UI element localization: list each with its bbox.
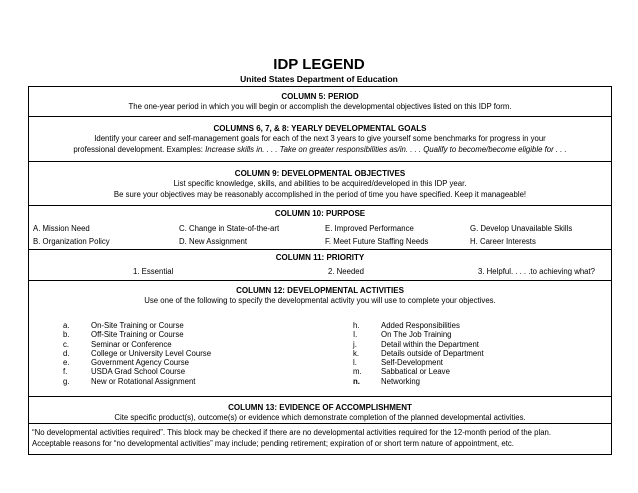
- section-column-9: [29, 162, 611, 206]
- list-item-letter: g.: [63, 376, 70, 386]
- list-item-text: On-Site Training or Course: [91, 321, 184, 330]
- list-item-text: Details outside of Department: [381, 348, 484, 358]
- list-item: [353, 358, 484, 367]
- purpose-item: F. Meet Future Staffing Needs: [325, 237, 429, 246]
- list-item-letter: d.: [63, 348, 70, 358]
- list-item-text: Self-Development: [381, 358, 443, 368]
- list-item-letter: l.: [353, 358, 357, 368]
- list-item-text: Seminar or Conference: [91, 339, 172, 349]
- column-13-text: Cite specific product(s), outcome(s) or evidence which demonstrate completion of the planned developmental activities.: [114, 413, 526, 422]
- list-item-letter: f.: [63, 367, 68, 377]
- section-column-12: [29, 281, 611, 397]
- list-item-text: Sabbatical or Leave: [381, 367, 450, 377]
- list-item-text: Detail within the Department: [381, 339, 479, 349]
- list-item: [63, 377, 211, 386]
- columns-6-7-8-heading: COLUMNS 6, 7, & 8: YEARLY DEVELOPMENTAL GOALS: [213, 124, 427, 133]
- list-item-letter: j.: [353, 339, 357, 349]
- page-title: IDP LEGEND: [273, 56, 365, 73]
- column-13-heading: COLUMN 13: EVIDENCE OF ACCOMPLISHMENT: [228, 403, 412, 412]
- column-9-heading: COLUMN 9: DEVELOPMENTAL OBJECTIVES: [234, 169, 406, 178]
- purpose-item: D. New Assignment: [179, 237, 248, 246]
- list-item-text: Government Agency Course: [91, 358, 189, 368]
- list-item-letter: e.: [63, 358, 70, 368]
- columns-6-7-8-line-2: [29, 145, 611, 156]
- columns-6-7-8-line-1: Identify your career and self-management goals for each of the next 3 years to give yourself some benchmarks for progress in your: [94, 134, 546, 143]
- priority-item: 1. Essential: [133, 267, 174, 276]
- purpose-item: C. Change in State-of-the-art: [179, 224, 280, 233]
- purpose-item: E. Improved Performance: [325, 224, 414, 233]
- column-5-heading: COLUMN 5: PERIOD: [281, 92, 359, 101]
- column-12-text: Use one of the following to specify the developmental activity you will use to complete your objectives.: [144, 296, 496, 305]
- list-item: [63, 367, 211, 376]
- purpose-item: B. Organization Policy: [33, 237, 110, 246]
- section-columns-6-7-8: [29, 117, 611, 162]
- list-item-letter: k.: [353, 348, 360, 358]
- list-item-text: On The Job Training: [381, 330, 452, 340]
- list-item-text: USDA Grad School Course: [91, 367, 186, 377]
- list-item: [63, 340, 211, 349]
- page-subtitle: United States Department of Education: [240, 74, 398, 84]
- section-column-10: [29, 206, 611, 250]
- list-item-text: Networking: [381, 376, 420, 386]
- priority-item: 3. Helpful. . . . .to achieving what?: [478, 267, 596, 276]
- column-12-heading: COLUMN 12: DEVELOPMENTAL ACTIVITIES: [236, 286, 404, 295]
- list-item: [353, 349, 484, 358]
- purpose-item: G. Develop Unavailable Skills: [470, 224, 573, 233]
- section-no-activities-note: [29, 424, 611, 455]
- note-line-1: “No developmental activities required”. This block may be checked if there are no developmental activities required for the 12-month period of the plan.: [32, 428, 552, 437]
- list-item-text: College or University Level Course: [91, 348, 212, 358]
- list-item: [353, 330, 484, 339]
- list-item-letter: c.: [63, 339, 70, 349]
- note-line-2: Acceptable reasons for “no developmental activities” may include; pending retirement; expiration of or short term nature of appointment, etc.: [32, 438, 514, 448]
- column-11-heading: COLUMN 11: PRIORITY: [275, 253, 365, 262]
- idp-legend-box: [28, 86, 612, 455]
- activities-list-left: [63, 321, 211, 386]
- column-9-line-2: Be sure your objectives may be reasonably accomplished in the period of time you have specified. Keep it manageable!: [113, 189, 527, 199]
- priority-item: 2. Needed: [328, 267, 364, 276]
- list-item: [63, 321, 211, 330]
- list-item-letter: b.: [63, 330, 70, 340]
- list-item: [353, 367, 484, 376]
- section-column-11: [29, 250, 611, 281]
- list-item-letter: h.: [353, 321, 360, 330]
- column-5-text: The one-year period in which you will begin or accomplish the developmental objectives listed on this IDP form.: [128, 102, 512, 111]
- list-item: [63, 349, 211, 358]
- section-column-13: [29, 397, 611, 424]
- list-item-text: Off-Site Training or Course: [91, 330, 184, 340]
- list-item: [63, 330, 211, 339]
- list-item: [353, 340, 484, 349]
- column-9-line-1: List specific knowledge, skills, and abilities to be acquired/developed in this IDP year.: [173, 179, 467, 188]
- list-item: [353, 377, 484, 386]
- list-item-letter: n.: [353, 376, 360, 386]
- list-item: [63, 358, 211, 367]
- columns-6-7-8-line-2-lead: professional development. Examples:: [73, 144, 206, 154]
- columns-6-7-8-examples: Increase skills in. . . . Take on greater responsibilities as/in. . . . Qualify to become/become eligible for . . .: [205, 144, 567, 154]
- list-item: [353, 321, 484, 330]
- section-column-5: [29, 87, 611, 117]
- activities-list-right: [353, 321, 484, 386]
- list-item-text: Added Responsibilities: [381, 321, 460, 330]
- list-item-letter: I.: [353, 330, 358, 340]
- purpose-item: A. Mission Need: [33, 224, 90, 233]
- list-item-text: New or Rotational Assignment: [91, 376, 196, 386]
- column-10-heading: COLUMN 10: PURPOSE: [274, 209, 366, 218]
- purpose-item: H. Career Interests: [470, 237, 536, 246]
- list-item-letter: m.: [353, 367, 362, 377]
- list-item-letter: a.: [63, 321, 70, 330]
